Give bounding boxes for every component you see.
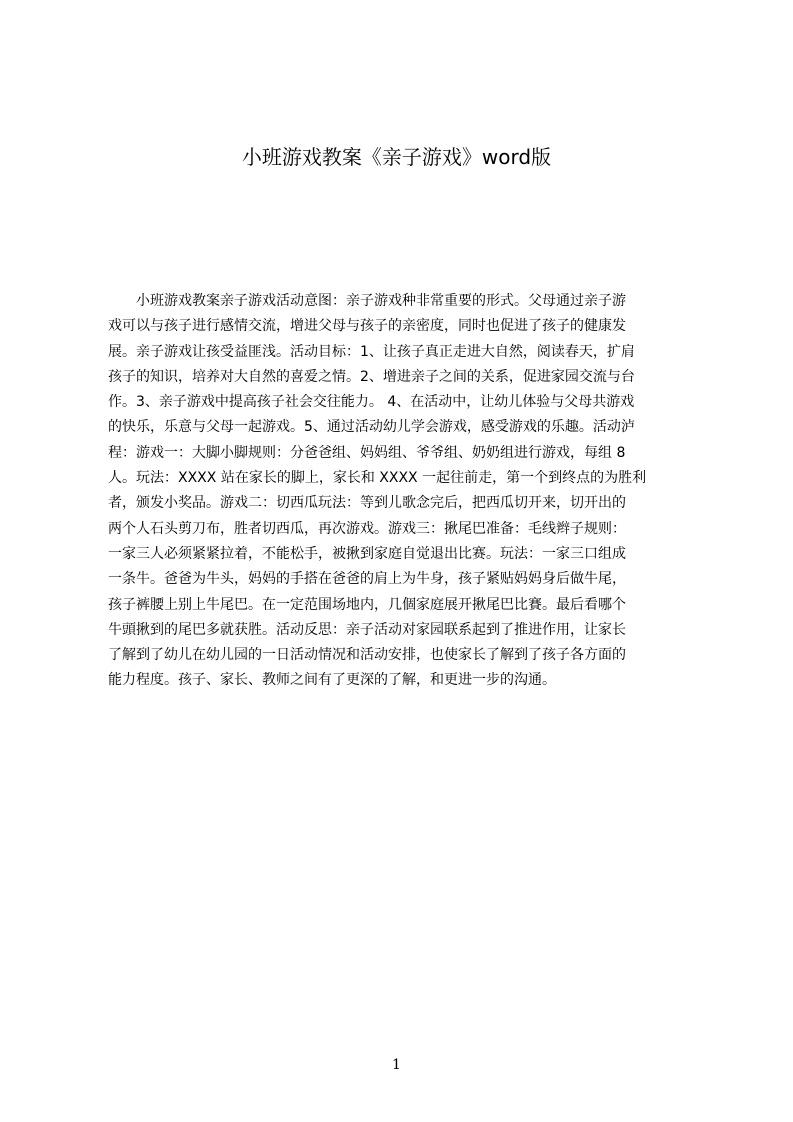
body-line: 作。3、亲子游戏中提高孩子社会交往能力。 4、在活动中，让幼儿体验与父母共游戏 [108,394,635,411]
body-line: 孩子的知识，培养对大自然的喜爱之情。2、增进亲子之间的关系，促进家园交流与台 [108,368,635,385]
body-line: 程：游戏一：大脚小脚规则：分爸爸组、妈妈组、爷爷组、奶奶组进行游戏，每组 8 [108,444,626,461]
body-paragraph [108,289,698,694]
body-line: 了解到了幼儿在幼儿园的一日活动情况和活动安排，也使家长了解到了孩子各方面的 [108,647,626,664]
body-line: 一条牛。爸爸为牛头，妈妈的手搭在爸爸的肩上为牛身，孩子紧贴妈妈身后做牛尾， [108,571,626,588]
page-number: 1 [392,1057,401,1073]
body-line: 小班游戏教案亲子游戏活动意图：亲子游戏种非常重要的形式。父母通过亲子游 [108,293,626,309]
body-line: 孩子裤腰上别上牛尾巴。在一定范围场地内，几個家庭展开揪尾巴比賽。最后看哪个 [108,596,626,613]
body-line: 展。亲子游戏让孩受益匪浅。活动目标：1、让孩子真正走进大自然，阅读春天，扩肩 [108,343,635,360]
body-line: 牛頭揪到的尾巴多就获胜。活动反思：亲子活动对家园联系起到了推进作用，让家长 [108,621,626,638]
body-line: 的快乐，乐意与父母一起游戏。5、通过活动幼儿学会游戏，感受游戏的乐趣。活动泸 [108,419,635,436]
body-line: 者，颁发小奖品。游戏二：切西瓜玩法：等到儿歌念完后，把西瓜切开来，切开出的 [108,495,626,512]
document-title: 小班游戏教案《亲子游戏》word版 [241,145,552,169]
body-line: 两个人石头剪刀布，胜者切西瓜，再次游戏。游戏三：揪尾巴准备：毛线辫子规则： [108,520,626,537]
body-line: 一家三人必须紧紧拉着，不能松手，被揪到家庭自觉退出比赛。玩法：一家三口组成 [108,545,626,562]
body-line: 戏可以与孩子进行感情交流，增进父母与孩子的亲密度，同时也促进了孩子的健康发 [108,318,626,335]
body-line: 人。玩法：XXXX 站在家长的脚上，家长和 XXXX 一起往前走，第一个到终点的为胜利 [108,470,647,487]
body-line: 能力程度。孩子、家长、教师之间有了更深的了解，和更进一步的沟通。 [108,672,556,689]
